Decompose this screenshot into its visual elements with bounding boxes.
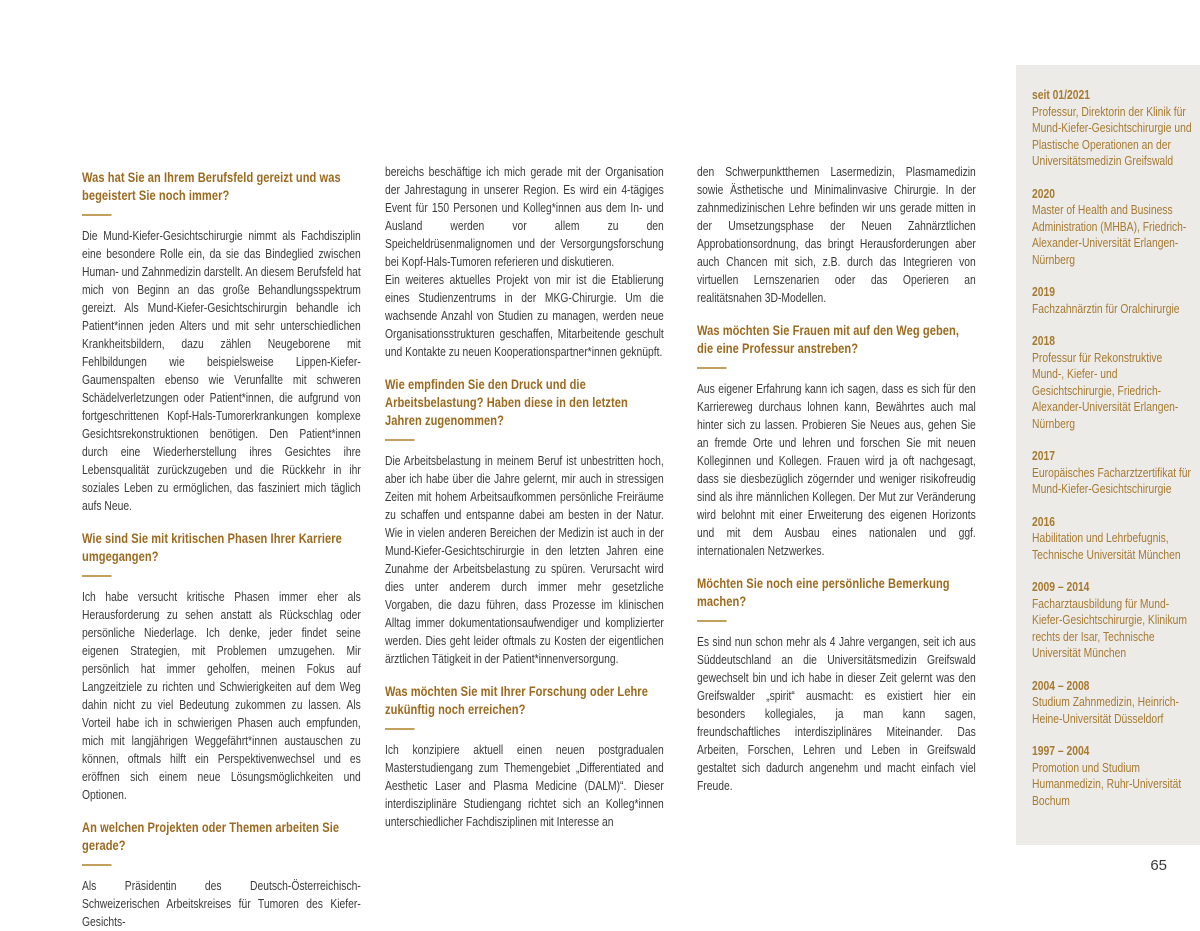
cv-entry: [1032, 186, 1194, 269]
question-block: [82, 819, 361, 866]
answer-paragraph: Ich konzipiere aktuell einen neuen postgradualen Masterstudiengang zum Themengebiet „Differentiated and Aesthetic Laser and Plasma Medicine (DALM)“. Dieser interdisziplinäre Studiengang richtet sich an Kolleg*innen unterschiedlicher Fachdisziplinen mit Interesse an: [385, 743, 664, 829]
cv-sidebar: [1016, 65, 1200, 845]
question-rule: [82, 214, 112, 216]
cv-entry-description: Habilitation und Lehrbefugnis, Technische Universität München: [1032, 531, 1181, 562]
question-block: [82, 530, 361, 577]
question-block: [697, 322, 976, 369]
question-rule: [697, 620, 727, 622]
cv-entry: [1032, 333, 1194, 432]
answer-paragraph: Aus eigener Erfahrung kann ich sagen, dass es sich für den Karriereweg durchaus lohnen kann, Bewährtes auch mal hinter sich zu lassen. Probieren Sie Neues aus, gehen Sie an fremde Orte und lehren und forschen Sie mit neuen Kolleginnen und Kollegen. Frauen wird ja oft nachgesagt, dass sie diesbezüglich zögernder und weniger risikofreudig sind als ihre männlichen Kollegen. Der Mut zur Veränderung wird belohnt mit einer Erweiterung des eigenen Horizonts und mit dem Ausbau eines nationalen und ggf. internationalen Netzwerkes.: [697, 382, 976, 558]
cv-entry-period: 1997 – 2004: [1032, 744, 1090, 758]
cv-entry: [1032, 448, 1194, 498]
question-heading: Möchten Sie noch eine persönliche Bemerkung machen?: [697, 576, 950, 609]
cv-entry: [1032, 743, 1194, 809]
answer-paragraph: Die Arbeitsbelastung in meinem Beruf ist unbestritten hoch, aber ich habe über die Jahre gelernt, mir auch in stressigen Zeiten mit hohem Arbeitsaufkommen persönliche Freiräume zu schaffen und entspanne dabei am besten in der Natur. Wie in vielen anderen Bereichen der Medizin ist auch in der Mund-Kiefer-Gesichtschirurgie in den letzten Jahren eine Zunahme der Arbeitsbelastung zu spüren. Verursacht wird dies unter anderem durch immer mehr gesetzliche Vorgaben, die dazu führen, dass Prozesse im klinischen Alltag immer dokumentationsaufwendiger und komplizierter werden. Dies geht leider oftmals zu Kosten der eigentlichen ärztlichen Tätigkeit in der Patient*innenversorgung.: [385, 454, 664, 666]
cv-entry-period: 2009 – 2014: [1032, 580, 1090, 594]
question-rule: [82, 864, 112, 866]
answer-paragraph: Ich habe versucht kritische Phasen immer eher als Herausforderung zu sehen anstatt als Rückschlag oder persönliche Niederlage. Ich denke, jeder findet seine eigenen Strategien, mit Problemen umzugehen. Mir persönlich hat immer geholfen, meinen Fokus auf Langzeitziele zu richten und Schwierigkeiten auf dem Weg dahin nicht zu viel Bedeutung zukommen zu lassen. Als Vorteil habe ich in schwierigen Phasen auch empfunden, mich mit langjährigen Weggefährt*innen austauschen zu können, oftmals hilft ein Perspektivenwechsel und es eröffnen sich einem neue Lösungsmöglichkeiten und Optionen.: [82, 590, 361, 802]
question-heading: Was hat Sie an Ihrem Berufsfeld gereizt und was begeistert Sie noch immer?: [82, 170, 341, 203]
cv-entry-period: 2017: [1032, 449, 1055, 463]
cv-entry-period: 2016: [1032, 514, 1055, 529]
question-rule: [697, 367, 727, 369]
cv-entry: [1032, 87, 1194, 170]
question-heading: Was möchten Sie mit Ihrer Forschung oder Lehre zukünftig noch erreichen?: [385, 684, 648, 717]
article-column-2: [385, 163, 664, 831]
cv-entry-period: seit 01/2021: [1032, 88, 1091, 102]
question-block: [385, 683, 664, 730]
question-rule: [385, 439, 415, 441]
question-heading: An welchen Projekten oder Themen arbeiten Sie gerade?: [82, 820, 340, 853]
answer-paragraph: Als Präsidentin des Deutsch-Österreichisch-Schweizerischen Arbeitskreises für Tumoren des Kiefer-Gesichts-: [82, 879, 361, 929]
cv-entry-period: 2020: [1032, 186, 1055, 201]
cv-entry-period: 2018: [1032, 334, 1055, 348]
cv-entry-description: Master of Health and Business Administration (MHBA), Friedrich-Alexander-Universität Erlangen-Nürnberg: [1032, 203, 1187, 267]
cv-entry-description: Professur, Direktorin der Klinik für Mund-Kiefer-Gesichtschirurgie und Plastische Operationen an der Universitätsmedizin Greifswald: [1032, 104, 1192, 168]
cv-entry-description: Promotion und Studium Humanmedizin, Ruhr-Universität Bochum: [1032, 760, 1182, 808]
question-rule: [385, 728, 415, 730]
answer-paragraph: Die Mund-Kiefer-Gesichtschirurgie nimmt als Fachdisziplin eine besondere Rolle ein, da sie das Bindeglied zwischen Human- und Zahnmedizin darstellt. An diesem Berufsfeld hat mich von Beginn an das große Behandlungsspektrum gereizt. Als Mund-Kiefer-Gesichtschirurgin behandle ich Patient*innen jeden Alters und mit sehr unterschiedlichen Krankheitsbildern, dazu zählen Neugeborene mit Fehlbildungen wie beispielsweise Lippen-Kiefer-Gaumenspalten ebenso wie Verunfallte mit schweren Schädelverletzungen oder Patient*innen, die aufgrund von fortgeschrittenen Kopf-Hals-Tumorerkrankungen komplexe Gesichtsrekonstruktionen benötigen. Den Patient*innen durch eine Wiederherstellung ihres Gesichtes ihre Lebensqualität zurückzugeben und die Rückkehr in ihr soziales Leben zu ermöglichen, das fasziniert mich täglich aufs Neue.: [82, 229, 361, 513]
cv-entry-description: Facharztausbildung für Mund-Kiefer-Gesichtschirurgie, Klinikum rechts der Isar, Technische Universität München: [1032, 596, 1187, 660]
answer-paragraph: Es sind nun schon mehr als 4 Jahre vergangen, seit ich aus Süddeutschland an die Universitätsmedizin Greifswald gewechselt bin und ich habe in dieser Zeit gelernt was den Greifswalder „spirit“ ausmacht: es existiert hier ein besonders kollegiales, ja man kann sagen, freundschaftliches interdisziplinäres Miteinander. Das Arbeiten, Forschen, Lehren und Leben in Greifswald gestaltet sich dadurch angenehm und macht einfach viel Freude.: [697, 635, 976, 793]
answer-paragraph-continuation: bereichs beschäftige ich mich gerade mit der Organisation der Jahrestagung in unserer Region. Es wird ein 4-tägiges Event für 150 Personen und Kolleg*innen aus dem In- und Ausland werden vor allem zu den Speicheldrüsenmalignomen und der Versorgungsforschung bei Kopf-Hals-Tumoren referieren und diskutieren.: [385, 165, 664, 269]
answer-paragraph-continuation: den Schwerpunktthemen Lasermedizin, Plasmamedizin sowie Ästhetische und Minimalinvasive Chirurgie. In der zahnmedizinischen Lehre befinden wir uns gerade mitten in der Umsetzungsphase der Neuen Zahnärztlichen Approbationsordnung, das bringt Herausforderungen aber auch Chancen mit sich, z.B. durch das Integrieren von virtuellen Lernszenarien oder das Operieren an realitätsnahen 3D-Modellen.: [697, 165, 976, 305]
page-number: 65: [1150, 857, 1167, 874]
question-heading: Was möchten Sie Frauen mit auf den Weg geben, die eine Professur anstreben?: [697, 323, 960, 356]
question-block: [82, 169, 361, 216]
cv-entry-description: Professur für Rekonstruktive Mund-, Kiefer- und Gesichtschirurgie, Friedrich-Alexander-Universität Erlangen-Nürnberg: [1032, 350, 1179, 431]
cv-entry: [1032, 514, 1194, 564]
cv-entry-description: Fachzahnärztin für Oralchirurgie: [1032, 301, 1180, 316]
cv-entry-description: Studium Zahnmedizin, Heinrich-Heine-Universität Düsseldorf: [1032, 695, 1179, 726]
question-rule: [82, 575, 112, 577]
cv-entry-period: 2019: [1032, 285, 1055, 299]
cv-entry-description: Europäisches Facharztzertifikat für Mund-Kiefer-Gesichtschirurgie: [1032, 465, 1191, 496]
question-heading: Wie empfinden Sie den Druck und die Arbeitsbelastung? Haben diese in den letzten Jahren zugenommen?: [385, 377, 628, 428]
cv-entry: [1032, 678, 1194, 728]
cv-entry: [1032, 579, 1194, 662]
question-block: [697, 575, 976, 622]
answer-paragraph: Ein weiteres aktuelles Projekt von mir ist die Etablierung eines Studienzentrums in der MKG-Chirurgie. Um die wachsende Anzahl von Studien zu managen, werden neue Organisationsstrukturen geschaffen, Mitarbeitende geschult und Kontakte zu neuen Kooperationspartner*innen geknüpft.: [385, 273, 664, 359]
question-block: [385, 376, 664, 441]
cv-entry-period: 2004 – 2008: [1032, 678, 1090, 693]
cv-entry: [1032, 284, 1194, 317]
question-heading: Wie sind Sie mit kritischen Phasen Ihrer Karriere umgegangen?: [82, 531, 342, 564]
article-column-3: [697, 163, 976, 795]
article-column-1: [82, 163, 361, 931]
cv-sidebar-content: [1032, 87, 1194, 825]
